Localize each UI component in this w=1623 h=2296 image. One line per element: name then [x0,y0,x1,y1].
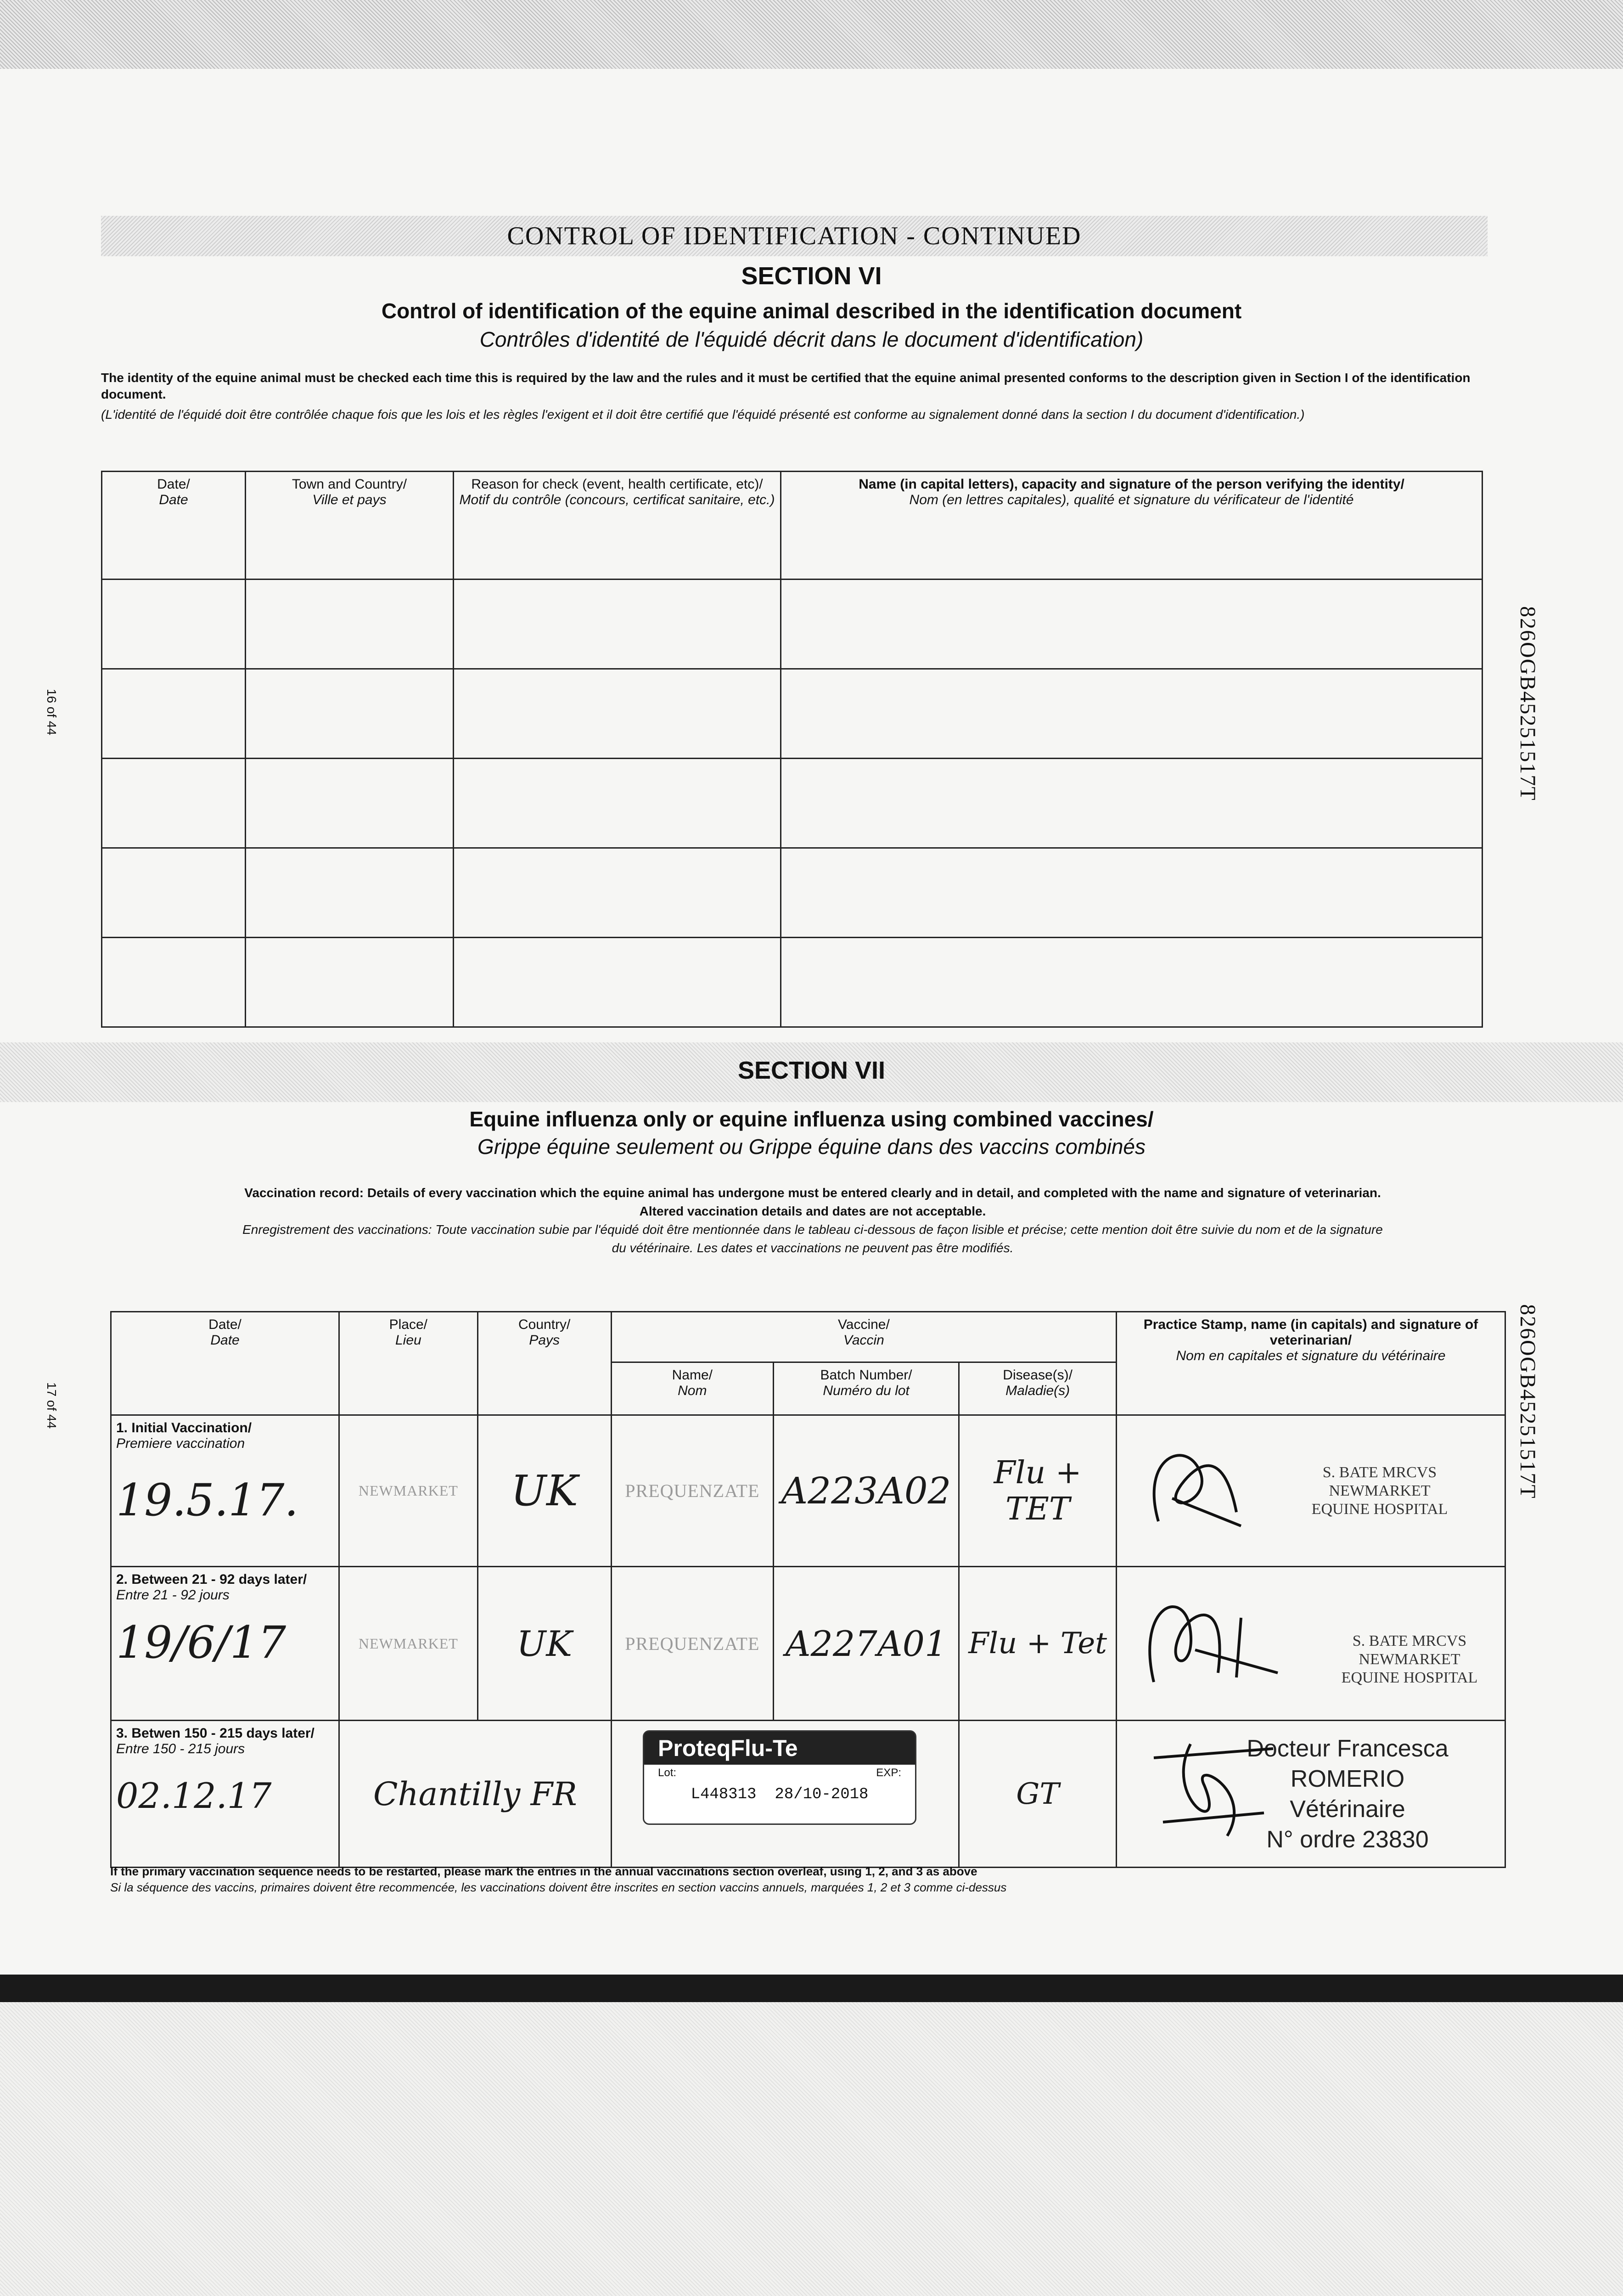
scan-noise-top [0,0,1623,69]
date-value: 19/6/17 [116,1617,286,1668]
col-place-header: Place/ Lieu [339,1312,478,1415]
signature-scribble [1135,1730,1292,1850]
disease-value: Flu + TET [994,1454,1082,1527]
col-disease-header: Disease(s)/ Maladie(s) [959,1362,1117,1415]
country-value: UK [511,1466,578,1515]
date-value: 02.12.17 [116,1775,272,1816]
col-town-header: Town and Country/ Ville et pays [246,472,454,580]
vet-stamp: Docteur Francesca ROMERIO Vétérinaire N° ordre 23830 [1247,1735,1449,1853]
table-row [102,848,1483,938]
vaccination-record-en-2: Altered vaccination details and dates are not acceptable. [639,1204,986,1218]
page-number-17: 17 of 44 [45,1382,59,1429]
col-verifier-header: Name (in capital letters), capacity and signature of the person verifying the identity/ Nom (en lettres capitales), qualité et signature du vérificateur de l'identité [781,472,1483,580]
side-id-lower: 826OGB45251517T [1516,1304,1540,1499]
col-vaccine-header: Vaccine/ Vaccin [611,1312,1116,1362]
section-6-intro-fr: (L'identité de l'équidé doit être contrôlée chaque fois que les lois et les règles l'exigent et il doit être certifié que l'équidé présenté est conforme au signalement donné dans la section I du document d'identification.) [101,407,1305,422]
table-row [102,938,1483,1027]
col-date-header: Date/ Date [111,1312,339,1415]
exp-label: EXP: [876,1767,901,1779]
practice-stamp: S. BATE MRCVS NEWMARKET EQUINE HOSPITAL [1341,1632,1478,1686]
col-reason-header: Reason for check (event, health certificate, etc)/ Motif du contrôle (concours, certificat sanitaire, etc.) [454,472,781,580]
date-value: 19.5.17. [116,1474,298,1526]
page-banner: CONTROL OF IDENTIFICATION - CONTINUED [101,216,1488,256]
col-date-header: Date/ Date [102,472,246,580]
table-row [102,669,1483,759]
lot-value: L448313 [691,1786,757,1803]
vaccination-row-3: 3. Betwen 150 - 215 days later/ Entre 150 - 215 jours 02.12.17 Chantilly FR GT Docteur Francesca ROMERIO Vétérinaire N° ordre 23830 [111,1721,1505,1868]
disease-value: Flu + Tet [968,1626,1107,1660]
footer-note-fr: Si la séquence des vaccins, primaires doivent être recommencée, les vaccinations doivent être inscrites en section vaccins annuels, marquées 1, 2 et 3 comme ci-dessus [110,1880,1007,1894]
lot-label: Lot: [658,1767,677,1779]
place-value: NEWMARKET [358,1482,458,1499]
section-6-title-en: Control of identification of the equine animal described in the identification document [381,299,1242,323]
footer-note-en: If the primary vaccination sequence needs to be restarted, please mark the entries in the annual vaccinations section overleaf, using 1, 2, and 3 as above [110,1864,977,1878]
vaccination-record-en: Vaccination record: Details of every vaccination which the equine animal has undergone must be entered clearly and in detail, and completed with the name and signature of veterinarian. [244,1186,1381,1200]
country-value: UK [517,1623,573,1664]
batch-value: A223A02 [781,1469,951,1512]
col-country-header: Country/ Pays [477,1312,611,1415]
section-6-title-fr: Contrôles d'identité de l'équidé décrit dans le document d'identification) [479,327,1144,351]
scan-noise-bottom [0,2002,1623,2296]
col-name-header: Name/ Nom [611,1362,773,1415]
vaccine-sticker [643,1730,916,1825]
identity-check-table [101,471,1483,1028]
table-row [102,759,1483,848]
practice-stamp: S. BATE MRCVS NEWMARKET EQUINE HOSPITAL [1311,1463,1448,1518]
section-7-heading: SECTION VII [737,1057,886,1084]
vaccine-name-value: PREQUENZATE [625,1633,760,1654]
vaccination-record-fr: Enregistrement des vaccinations: Toute vaccination subie par l'équidé doit être mentionnée dans le tableau ci-dessous de façon lisible et précise; cette mention doit être suivie du nom et de la signature [242,1222,1383,1237]
table-row [102,580,1483,669]
section-7-title-en: Equine influenza only or equine influenza using combined vaccines/ [469,1107,1154,1131]
vaccine-brand: ProteqFlu-Te [644,1732,915,1765]
signature-scribble [1131,1429,1250,1540]
col-batch-header: Batch Number/ Numéro du lot [773,1362,959,1415]
exp-value: 28/10-2018 [775,1786,869,1803]
section-6-intro-en: The identity of the equine animal must be checked each time this is required by the law and the rules and it must be certified that the equine animal presented conforms to the description given in Section I of the identification document. [101,371,1471,401]
col-stamp-header: Practice Stamp, name (in capitals) and signature of veterinarian/ Nom en capitales et signature du vétérinaire [1116,1312,1505,1415]
batch-value: A227A01 [785,1623,947,1664]
signature-scribble [1126,1581,1292,1696]
section-7-title-fr: Grippe équine seulement ou Grippe équine dans des vaccins combinés [477,1135,1146,1159]
place-value: Chantilly FR [373,1775,577,1813]
page-number-16: 16 of 44 [45,689,59,736]
scan-dark-band [0,1975,1623,2002]
vaccination-row-2: 2. Between 21 - 92 days later/ Entre 21 - 92 jours 19/6/17 NEWMARKET UK PREQUENZATE A227A01 Flu + Tet S. BATE MRCVS NEWMARKET EQUINE HOSPITAL [111,1567,1505,1721]
place-value: NEWMARKET [358,1635,458,1652]
vaccination-row-1: 1. Initial Vaccination/ Premiere vaccination 19.5.17. NEWMARKET UK PREQUENZATE A223A02 Flu + TET S. BATE MRCVS NEWMARKET EQUINE HOSPITAL [111,1415,1505,1567]
vaccine-name-value: PREQUENZATE [625,1480,760,1501]
side-id-upper: 826OGB45251517T [1516,606,1540,801]
disease-value: GT [1016,1777,1060,1811]
vaccination-record-fr-2: du vétérinaire. Les dates et vaccinations ne peuvent pas être modifiés. [612,1241,1014,1255]
section-6-heading: SECTION VI [741,262,882,290]
